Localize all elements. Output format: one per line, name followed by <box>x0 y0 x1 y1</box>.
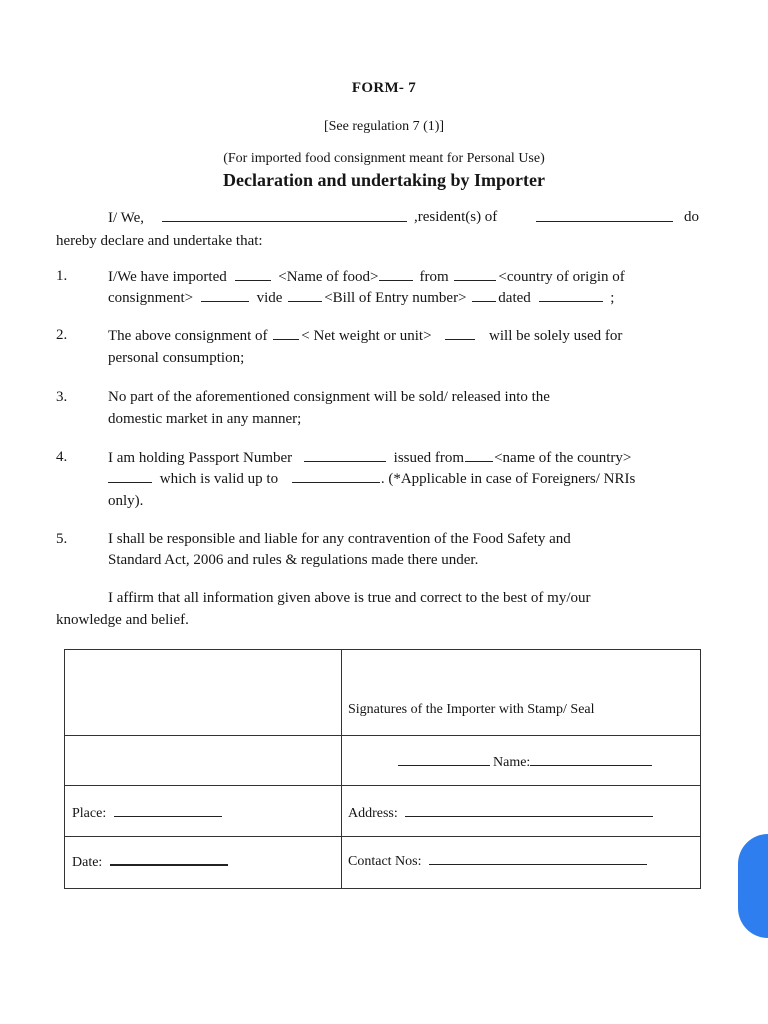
item-1-text-f: vide <box>256 290 283 306</box>
address-row <box>348 804 653 822</box>
item-4-line-3: only). <box>108 493 144 509</box>
table-divider-vertical <box>341 650 342 888</box>
place-row <box>72 804 222 822</box>
table-divider-3 <box>65 836 700 837</box>
item-4-text-a: I am holding Passport Number <box>108 450 293 466</box>
item-2-number: 2. <box>56 327 68 343</box>
date-row <box>72 852 228 871</box>
date-label: Date: <box>72 855 103 870</box>
intro-line-1 <box>108 209 407 227</box>
item-1-blank-g <box>539 289 603 302</box>
resident-blank-wrap <box>536 209 673 227</box>
item-2-text-c: will be solely used for <box>489 328 623 344</box>
item-1-text-b: <Name of food> <box>278 269 379 285</box>
intro-resident: ,resident(s) of <box>414 209 498 225</box>
item-1-blank-f <box>472 289 496 302</box>
item-2-text-b: < Net weight or unit> <box>301 328 432 344</box>
resident-blank <box>536 209 673 222</box>
valid-up-to-blank <box>292 470 380 483</box>
item-4-blank-a <box>108 470 152 483</box>
intro-line-2: hereby declare and undertake that: <box>56 233 263 249</box>
item-3-number: 3. <box>56 389 68 405</box>
item-5-number: 5. <box>56 531 68 547</box>
affirm-line-1: I affirm that all information given above is true and correct to the best of my/our <box>108 590 591 606</box>
item-1-text-h: dated <box>498 290 531 306</box>
item-1-text-e: consignment> <box>108 290 194 306</box>
intro-do: do <box>684 209 699 225</box>
item-4-number: 4. <box>56 449 68 465</box>
item-1-text-i: ; <box>610 290 615 306</box>
item-1-text-d: <country of origin of <box>498 269 625 285</box>
item-4-line-1 <box>108 449 631 467</box>
form-number: FORM- 7 <box>351 80 417 96</box>
name-label: Name: <box>493 755 531 770</box>
item-2-line-2: personal consumption; <box>108 350 245 366</box>
name-blank-right <box>530 753 652 766</box>
item-5-line-2: Standard Act, 2006 and rules & regulations made there under. <box>108 552 479 568</box>
item-1-blank-a <box>235 268 271 281</box>
name-blank <box>162 209 407 222</box>
table-divider-2 <box>65 785 700 786</box>
date-blank <box>110 852 228 866</box>
item-1-text-c: from <box>419 269 449 285</box>
item-1-line-2 <box>108 289 614 307</box>
item-1-text-g: <Bill of Entry number> <box>324 290 467 306</box>
place-label: Place: <box>72 806 107 821</box>
item-1-text-a: I/We have imported <box>108 269 227 285</box>
item-3-line-2: domestic market in any manner; <box>108 411 302 427</box>
item-3-line-1: No part of the aforementioned consignment will be sold/ released into the <box>108 389 550 405</box>
form-subtitle: (For imported food consignment meant for Personal Use) <box>223 151 545 166</box>
item-4-text-c: <name of the country> <box>494 450 632 466</box>
name-row <box>398 753 652 771</box>
country-blank <box>465 449 493 462</box>
intro-iwe: I/ We, <box>108 210 145 226</box>
item-1-blank-b <box>379 268 413 281</box>
contact-blank <box>429 852 647 865</box>
affirm-line-2: knowledge and belief. <box>56 612 189 628</box>
passport-blank <box>304 449 386 462</box>
place-blank <box>114 804 222 817</box>
item-4-text-b: issued from <box>393 450 465 466</box>
item-1-blank-d <box>201 289 249 302</box>
signature-table <box>64 649 701 889</box>
contact-row <box>348 852 647 870</box>
form-title: Declaration and undertaking by Importer <box>222 170 545 190</box>
item-4-line-2 <box>108 470 635 488</box>
item-2-text-a: The above consignment of <box>108 328 268 344</box>
table-divider-1 <box>65 735 700 736</box>
item-4-text-e: . (*Applicable in case of Foreigners/ NRIs <box>380 471 636 487</box>
name-blank-left <box>398 753 490 766</box>
item-4-text-d: which is valid up to <box>159 471 279 487</box>
item-2-line-1 <box>108 327 622 345</box>
item-2-blank-b <box>445 327 475 340</box>
address-label: Address: <box>348 806 398 821</box>
item-2-blank-a <box>273 327 299 340</box>
regulation-reference: [See regulation 7 (1)] <box>323 119 445 134</box>
side-tab-button[interactable] <box>738 834 768 938</box>
item-1-number: 1. <box>56 268 68 284</box>
item-1-blank-c <box>454 268 496 281</box>
address-blank <box>405 804 653 817</box>
item-1-blank-e <box>288 289 322 302</box>
item-5-line-1: I shall be responsible and liable for any contravention of the Food Safety and <box>108 531 571 547</box>
item-1-line-1 <box>108 268 625 286</box>
signatures-label: Signatures of the Importer with Stamp/ Seal <box>348 702 595 717</box>
contact-label: Contact Nos: <box>348 854 422 869</box>
